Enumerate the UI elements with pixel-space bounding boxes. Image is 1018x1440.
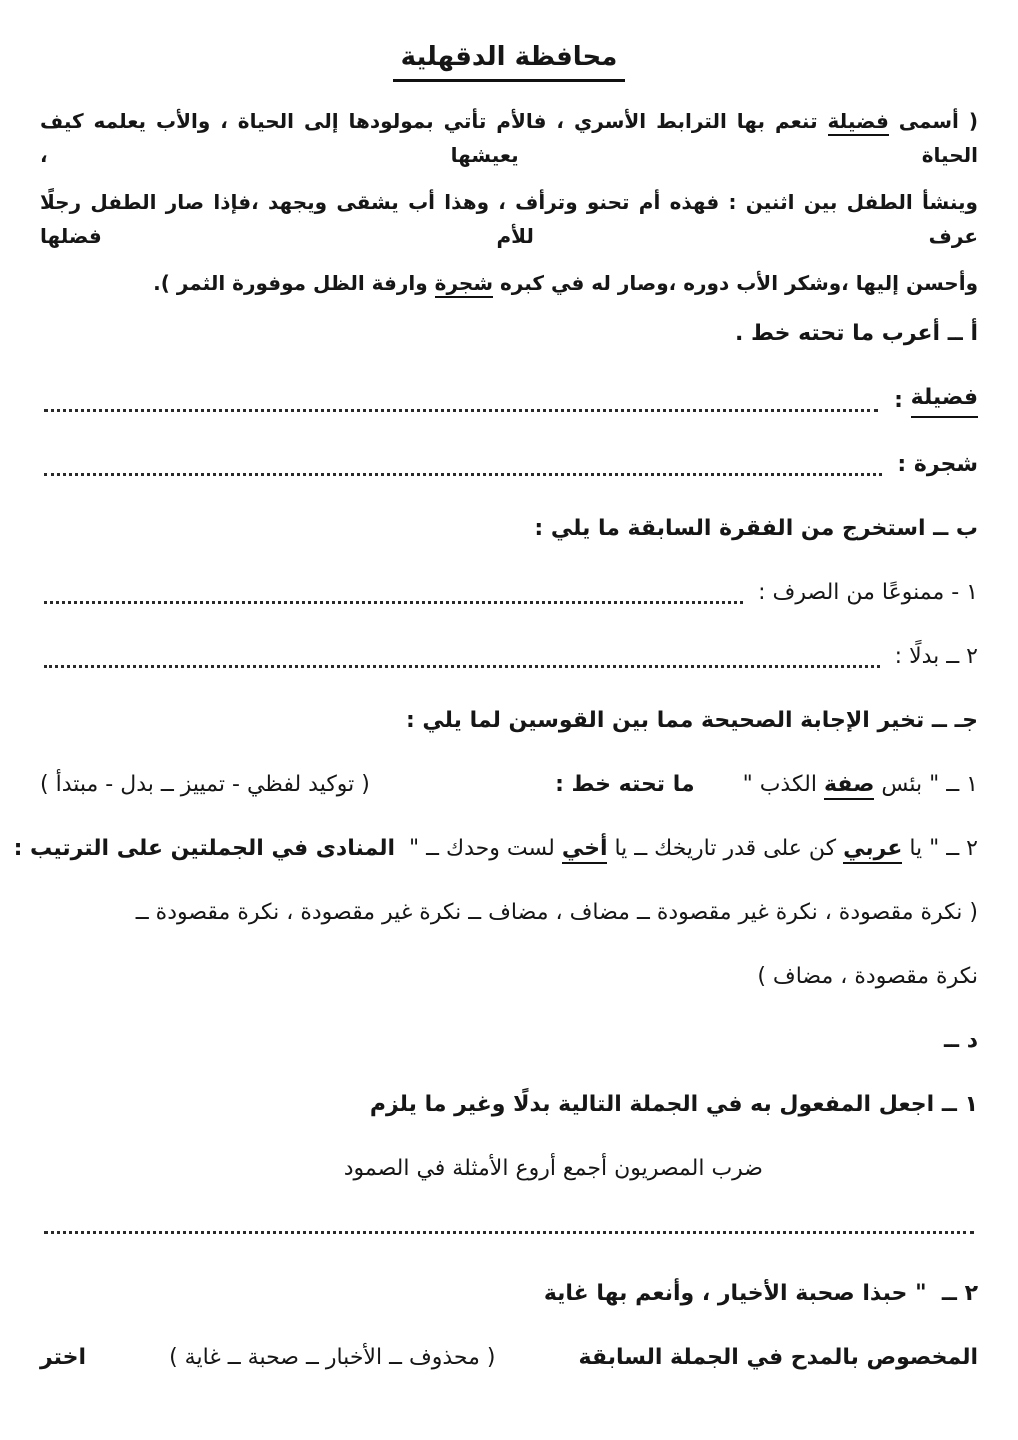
section-b-heading <box>40 511 978 546</box>
d-question-2-tail: المخصوص بالمدح في الجملة السابقة <box>578 1345 978 1370</box>
colon: : <box>886 388 911 413</box>
underlined-word-shajara: شجرة <box>435 271 493 298</box>
answer-blank <box>44 665 880 668</box>
answer-blank-full-line <box>44 1215 974 1234</box>
d-question-1 <box>40 1087 978 1122</box>
question-text: ١ ــ " بئس <box>874 772 978 797</box>
d-question-1-text: ١ ــ اجعل المفعول به في الجملة التالية بدلًا وغير ما يلزم <box>369 1092 978 1117</box>
passage-text: تنعم بها الترابط الأسري ، فالأم تأتي بمولودها إلى الحياة ، والأب يعلمه كيف الحياة يعيشها ، <box>40 109 978 167</box>
choice-question-1-text <box>555 767 978 802</box>
underlined-word-akhi: أخي <box>562 836 608 864</box>
d-question-2-options: ( محذوف ــ الأخبار ــ صحبة ــ غاية ) <box>169 1345 496 1370</box>
question-text: ٢ ــ " يا <box>902 836 978 861</box>
section-c-heading-text: جـ ــ تخير الإجابة الصحيحة مما بين القوسين لما يلي : <box>405 708 978 733</box>
d-question-1-sentence <box>40 1151 763 1186</box>
options-text: ( نكرة مقصودة ، نكرة غير مقصودة ــ مضاف ، مضاف ــ نكرة غير مقصودة ، نكرة مقصودة ــ <box>135 900 978 925</box>
question-bold-text: ما تحته خط : <box>555 772 695 797</box>
choice-question-1 <box>40 767 978 802</box>
parsing-answer-line-fadila <box>40 380 978 418</box>
answer-blank <box>44 409 878 412</box>
reading-passage <box>40 104 978 300</box>
underlined-word-fadila: فضيلة <box>828 109 889 136</box>
section-a-heading-text: أ ــ أعرب ما تحته خط . <box>735 321 978 346</box>
answer-word-fadila: فضيلة <box>911 380 978 418</box>
section-d-heading-text: د ــ <box>944 1028 978 1053</box>
section-d-heading <box>40 1023 978 1058</box>
choice-question-2-options-line-2 <box>40 959 978 994</box>
parsing-answer-line-shajara <box>40 447 978 482</box>
d-question-2 <box>40 1276 978 1311</box>
choice-question-2 <box>13 831 978 866</box>
passage-line-2 <box>40 185 978 253</box>
passage-text: وينشأ الطفل بين اثنين : فهذه أم تحنو وترأف ، وهذا أب يشقى ويجهد ،فإذا صار الطفل رجلًا عرف للأم فضلها <box>40 190 978 248</box>
d-question-2-text: ٢ ــ " حبذا صحبة الأخيار ، وأنعم بها غاية <box>543 1281 978 1306</box>
passage-text: وأحسن إليها ،وشكر الأب دوره ،وصار له في كبره <box>493 271 978 295</box>
d-question-2-footer <box>40 1340 978 1375</box>
sentence-text: ضرب المصريون أجمع أروع الأمثلة في الصمود <box>343 1156 763 1181</box>
extract-item-1 <box>40 575 978 610</box>
document-title-text: محافظة الدقهلية <box>393 40 626 82</box>
passage-text: وارفة الظل موفورة الثمر ). <box>153 271 435 295</box>
underlined-word-arabi: عربي <box>843 836 902 864</box>
question-text: لست وحدك ــ " <box>395 836 562 861</box>
question-bold-text: المنادى في الجملتين على الترتيب : <box>13 836 396 861</box>
section-a-heading <box>40 316 978 351</box>
extract-item-2-label: ٢ ــ بدلًا : <box>887 644 978 669</box>
section-b-heading-text: ب ــ استخرج من الفقرة السابقة ما يلي : <box>534 516 978 541</box>
answer-blank <box>44 473 882 476</box>
choose-label: اختر <box>40 1345 87 1370</box>
colon: : <box>889 452 914 477</box>
answer-blank <box>44 601 743 604</box>
section-c-heading <box>40 703 978 738</box>
choice-question-2-options-line-1 <box>40 895 978 930</box>
question-text: الكذب " <box>728 772 824 797</box>
document-title <box>40 40 978 82</box>
extract-item-1-label: ١ - ممنوعًا من الصرف : <box>751 580 978 605</box>
passage-line-3 <box>40 266 978 300</box>
extract-item-2 <box>40 639 978 674</box>
underlined-word-sifa: صفة <box>824 772 874 800</box>
options-text: نكرة مقصودة ، مضاف ) <box>757 964 978 989</box>
question-text: كن على قدر تاريخك ــ يا <box>607 836 844 861</box>
choice-question-1-options: ( توكيد لفظي - تمييز ــ بدل - مبتدأ ) <box>40 772 370 797</box>
answer-word-shajara: شجرة <box>913 452 978 477</box>
passage-text: ( أسمى <box>888 109 978 133</box>
passage-line-1 <box>40 104 978 172</box>
